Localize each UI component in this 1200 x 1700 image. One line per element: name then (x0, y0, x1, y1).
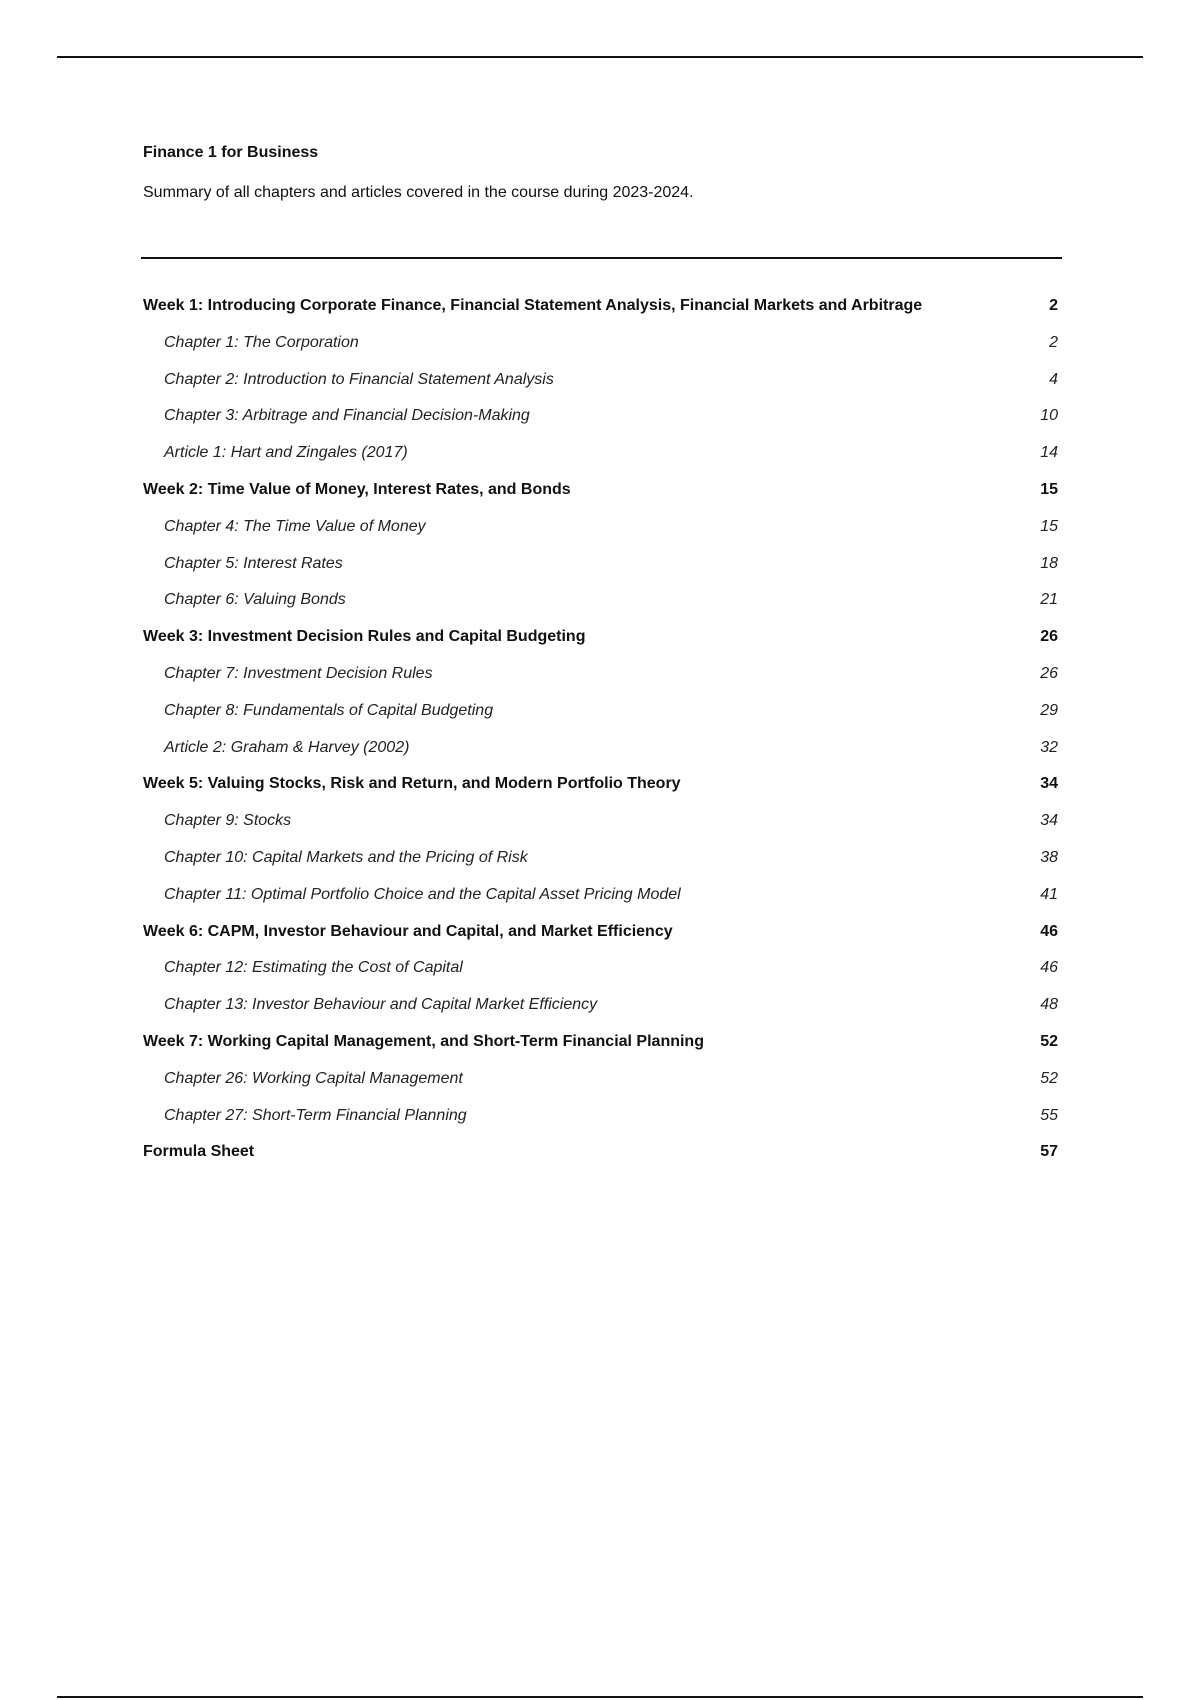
toc-entry-page-number: 46 (1040, 922, 1058, 940)
toc-week-entry[interactable] (143, 922, 1058, 959)
page-footer-rule (57, 1696, 1143, 1698)
toc-entry-page-number: 38 (1040, 848, 1058, 866)
toc-entry-label: Formula Sheet (143, 1143, 255, 1161)
toc-entry-label: Chapter 10: Capital Markets and the Pricing of Risk (164, 848, 528, 866)
page-header-rule (57, 56, 1143, 58)
toc-week-entry[interactable] (143, 1142, 1058, 1179)
toc-entry-label: Chapter 5: Interest Rates (164, 554, 343, 572)
toc-entry-page-number: 10 (1040, 407, 1058, 425)
toc-divider (141, 257, 1062, 259)
toc-chapter-entry[interactable] (143, 664, 1058, 701)
toc-entry-label: Chapter 8: Fundamentals of Capital Budgeting (164, 701, 494, 719)
toc-entry-page-number: 21 (1040, 591, 1058, 609)
toc-entry-label: Week 5: Valuing Stocks, Risk and Return, and Modern Portfolio Theory (143, 775, 681, 793)
toc-entry-label: Chapter 2: Introduction to Financial Statement Analysis (164, 370, 554, 388)
toc-chapter-entry[interactable] (143, 848, 1058, 885)
toc-chapter-entry[interactable] (143, 517, 1058, 554)
toc-entry-label: Chapter 12: Estimating the Cost of Capital (164, 959, 463, 977)
toc-entry-label: Chapter 4: The Time Value of Money (164, 517, 426, 535)
toc-entry-page-number: 32 (1040, 738, 1058, 756)
document-subtitle: Summary of all chapters and articles covered in the course during 2023-2024. (143, 184, 694, 201)
toc-entry-label: Week 7: Working Capital Management, and Short-Term Financial Planning (143, 1032, 704, 1050)
toc-week-entry[interactable] (143, 1032, 1058, 1069)
toc-entry-page-number: 15 (1040, 517, 1058, 535)
toc-entry-label: Chapter 1: The Corporation (164, 333, 359, 351)
toc-entry-page-number: 2 (1049, 333, 1058, 351)
toc-chapter-entry[interactable] (143, 811, 1058, 848)
toc-entry-page-number: 15 (1040, 480, 1058, 498)
toc-chapter-entry[interactable] (143, 958, 1058, 995)
toc-chapter-entry[interactable] (143, 885, 1058, 922)
toc-entry-page-number: 18 (1040, 554, 1058, 572)
toc-entry-page-number: 52 (1040, 1032, 1058, 1050)
toc-chapter-entry[interactable] (143, 1106, 1058, 1143)
toc-chapter-entry[interactable] (143, 370, 1058, 407)
toc-entry-page-number: 57 (1040, 1143, 1058, 1161)
document-title: Finance 1 for Business (143, 144, 319, 161)
toc-entry-label: Chapter 7: Investment Decision Rules (164, 664, 433, 682)
table-of-contents (143, 296, 1058, 1179)
toc-week-entry[interactable] (143, 774, 1058, 811)
toc-entry-label: Chapter 27: Short-Term Financial Planning (164, 1106, 467, 1124)
toc-entry-label: Chapter 3: Arbitrage and Financial Decision-Making (164, 407, 530, 425)
toc-entry-page-number: 48 (1040, 996, 1058, 1014)
toc-entry-page-number: 26 (1040, 664, 1058, 682)
toc-entry-page-number: 34 (1040, 812, 1058, 830)
toc-entry-label: Article 1: Hart and Zingales (2017) (164, 444, 408, 462)
toc-entry-label: Article 2: Graham & Harvey (2002) (164, 738, 410, 756)
toc-chapter-entry[interactable] (143, 738, 1058, 775)
toc-entry-page-number: 2 (1049, 297, 1058, 314)
toc-entry-page-number: 4 (1049, 370, 1058, 388)
toc-entry-label: Week 6: CAPM, Investor Behaviour and Capital, and Market Efficiency (143, 922, 673, 940)
toc-entry-label: Week 2: Time Value of Money, Interest Rates, and Bonds (143, 480, 571, 498)
toc-chapter-entry[interactable] (143, 406, 1058, 443)
toc-entry-label: Week 1: Introducing Corporate Finance, Financial Statement Analysis, Financial Markets and Arbitrage (143, 297, 923, 314)
toc-entry-page-number: 52 (1040, 1069, 1058, 1087)
toc-chapter-entry[interactable] (143, 995, 1058, 1032)
toc-chapter-entry[interactable] (143, 1069, 1058, 1106)
toc-entry-page-number: 41 (1040, 885, 1058, 903)
toc-entry-label: Week 3: Investment Decision Rules and Capital Budgeting (143, 628, 586, 646)
toc-chapter-entry[interactable] (143, 554, 1058, 591)
toc-entry-page-number: 46 (1040, 959, 1058, 977)
toc-chapter-entry[interactable] (143, 443, 1058, 480)
toc-entry-page-number: 55 (1040, 1106, 1058, 1124)
toc-entry-page-number: 34 (1040, 775, 1058, 793)
toc-entry-label: Chapter 13: Investor Behaviour and Capital Market Efficiency (164, 996, 598, 1014)
toc-entry-page-number: 14 (1040, 444, 1058, 462)
toc-week-entry[interactable] (143, 627, 1058, 664)
toc-entry-page-number: 26 (1040, 628, 1058, 646)
toc-entry-page-number: 29 (1040, 701, 1058, 719)
toc-chapter-entry[interactable] (143, 701, 1058, 738)
toc-chapter-entry[interactable] (143, 333, 1058, 370)
toc-entry-label: Chapter 11: Optimal Portfolio Choice and the Capital Asset Pricing Model (164, 885, 681, 903)
toc-chapter-entry[interactable] (143, 590, 1058, 627)
toc-week-entry[interactable] (143, 296, 1058, 333)
toc-entry-label: Chapter 26: Working Capital Management (164, 1069, 463, 1087)
toc-entry-label: Chapter 9: Stocks (164, 812, 292, 830)
toc-entry-label: Chapter 6: Valuing Bonds (164, 591, 346, 609)
toc-week-entry[interactable] (143, 480, 1058, 517)
